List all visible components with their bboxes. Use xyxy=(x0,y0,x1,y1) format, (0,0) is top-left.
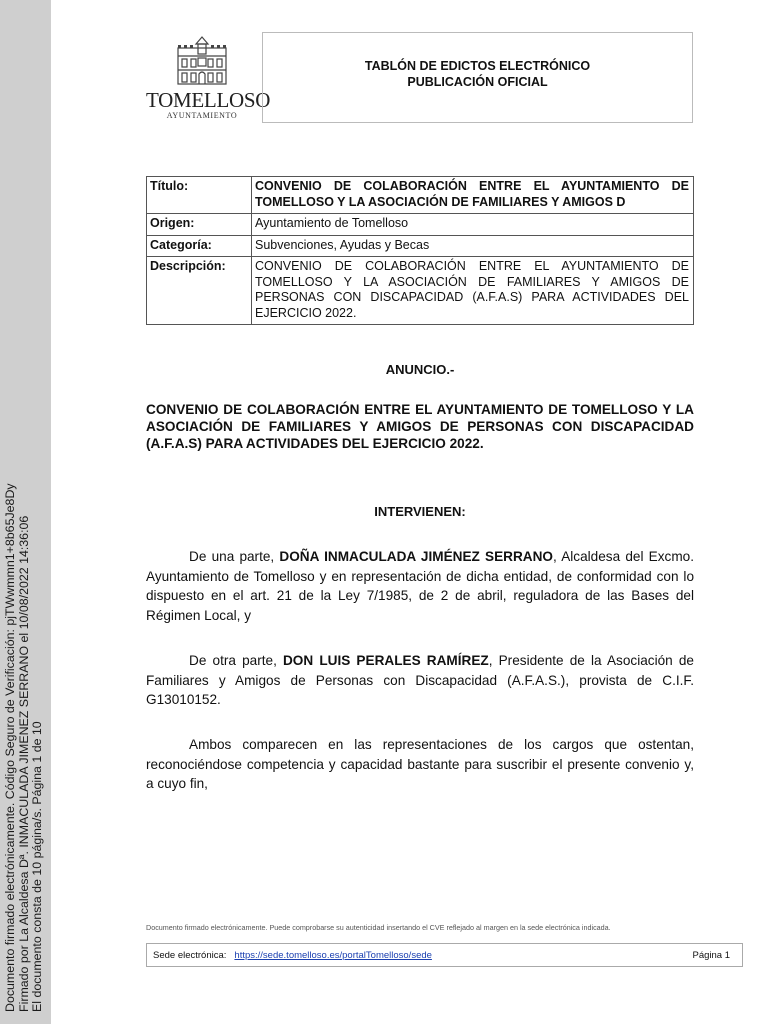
town-hall-icon xyxy=(174,34,230,86)
p2-rest: , Presidente de la Asociación de Familiares y Amigos de Personas con Discapacidad (A.F.A.S.), provista de C.I.F. G13010152. xyxy=(146,653,694,707)
p2-intro: De otra parte, xyxy=(189,653,283,668)
table-row xyxy=(147,214,694,236)
subject-heading: CONVENIO DE COLABORACIÓN ENTRE EL AYUNTAMIENTO DE TOMELLOSO Y LA ASOCIACIÓN DE FAMILIARES Y AMIGOS DE PERSONAS CON DISCAPACIDAD (A.F.A.S) PARA ACTIVIDADES DEL EJERCICIO 2022. xyxy=(146,402,694,451)
sede-label: Sede electrónica: xyxy=(153,949,227,961)
origen-value: Ayuntamiento de Tomelloso xyxy=(252,214,694,236)
titulo-value: CONVENIO DE COLABORACIÓN ENTRE EL AYUNTAMIENTO DE TOMELLOSO Y LA ASOCIACIÓN DE FAMILIARES Y AMIGOS D xyxy=(252,177,694,214)
categoria-label: Categoría: xyxy=(147,235,252,257)
logo-name: TOMELLOSO xyxy=(146,88,271,112)
p1-rest: , Alcaldesa del Excmo. Ayuntamiento de Tomelloso y en representación de dicha entidad, de conformidad con lo dispuesto en el art. 21 de la Ley 7/1985, de 2 de abril, reguladora de las Bases del Régimen Local, y xyxy=(146,549,694,623)
categoria-value: Subvenciones, Ayudas y Becas xyxy=(252,235,694,257)
signature-side-text xyxy=(0,0,51,1024)
metadata-table xyxy=(146,176,694,325)
header-title: TABLÓN DE EDICTOS ELECTRÓNICO xyxy=(364,58,591,73)
table-row xyxy=(147,235,694,257)
origen-label: Origen: xyxy=(147,214,252,236)
header-subtitle: PUBLICACIÓN OFICIAL xyxy=(407,74,548,89)
p1-intro: De una parte, xyxy=(189,549,280,564)
tomelloso-logo xyxy=(146,34,271,120)
p1-name: DOÑA INMACULADA JIMÉNEZ SERRANO xyxy=(279,549,553,564)
header-box xyxy=(262,32,693,123)
paragraph-second-party xyxy=(146,651,694,710)
descripcion-value: CONVENIO DE COLABORACIÓN ENTRE EL AYUNTAMIENTO DE TOMELLOSO Y LA ASOCIACIÓN DE FAMILIARES Y AMIGOS DE PERSONAS CON DISCAPACIDAD (A.F.A.S) PARA ACTIVIDADES DEL EJERCICIO 2022. xyxy=(252,257,694,325)
sede-link[interactable]: https://sede.tomelloso.es/portalTomelloso/sede xyxy=(234,949,432,961)
descripcion-label: Descripción: xyxy=(147,257,252,325)
p2-name: DON LUIS PERALES RAMÍREZ xyxy=(282,653,489,668)
signature-line-2: Firmado por La Alcaldesa Dª. INMACULADA JIMENEZ SERRANO el 10/08/2022 14:36:06 xyxy=(16,515,31,1012)
table-row xyxy=(147,257,694,325)
intervienen-heading: INTERVIENEN: xyxy=(374,504,466,519)
paragraph-both-parties xyxy=(146,735,694,794)
page-number: Página 1 xyxy=(692,949,730,961)
titulo-label: Título: xyxy=(147,177,252,214)
authenticity-note: Documento firmado electrónicamente. Puede comprobarse su autenticidad insertando el CVE reflejado al margen en la sede electrónica indicada. xyxy=(146,923,611,932)
table-row xyxy=(147,177,694,214)
footer-bar xyxy=(146,943,743,967)
signature-line-3: El documento consta de 10 página/s. Página 1 de 10 xyxy=(30,721,44,1012)
anuncio-heading: ANUNCIO.- xyxy=(385,362,455,377)
signature-line-1: Documento firmado electrónicamente. Código Seguro de Verificación: pjTWwmmn1+8b65Je8Dy xyxy=(3,483,17,1012)
p3-text: Ambos comparecen en las representaciones de los cargos que ostentan, reconociéndose competencia y capacidad bastante para suscribir el presente convenio y, a cuyo fin, xyxy=(146,737,694,791)
logo-subtitle: AYUNTAMIENTO xyxy=(166,111,238,120)
paragraph-first-party xyxy=(146,547,694,625)
